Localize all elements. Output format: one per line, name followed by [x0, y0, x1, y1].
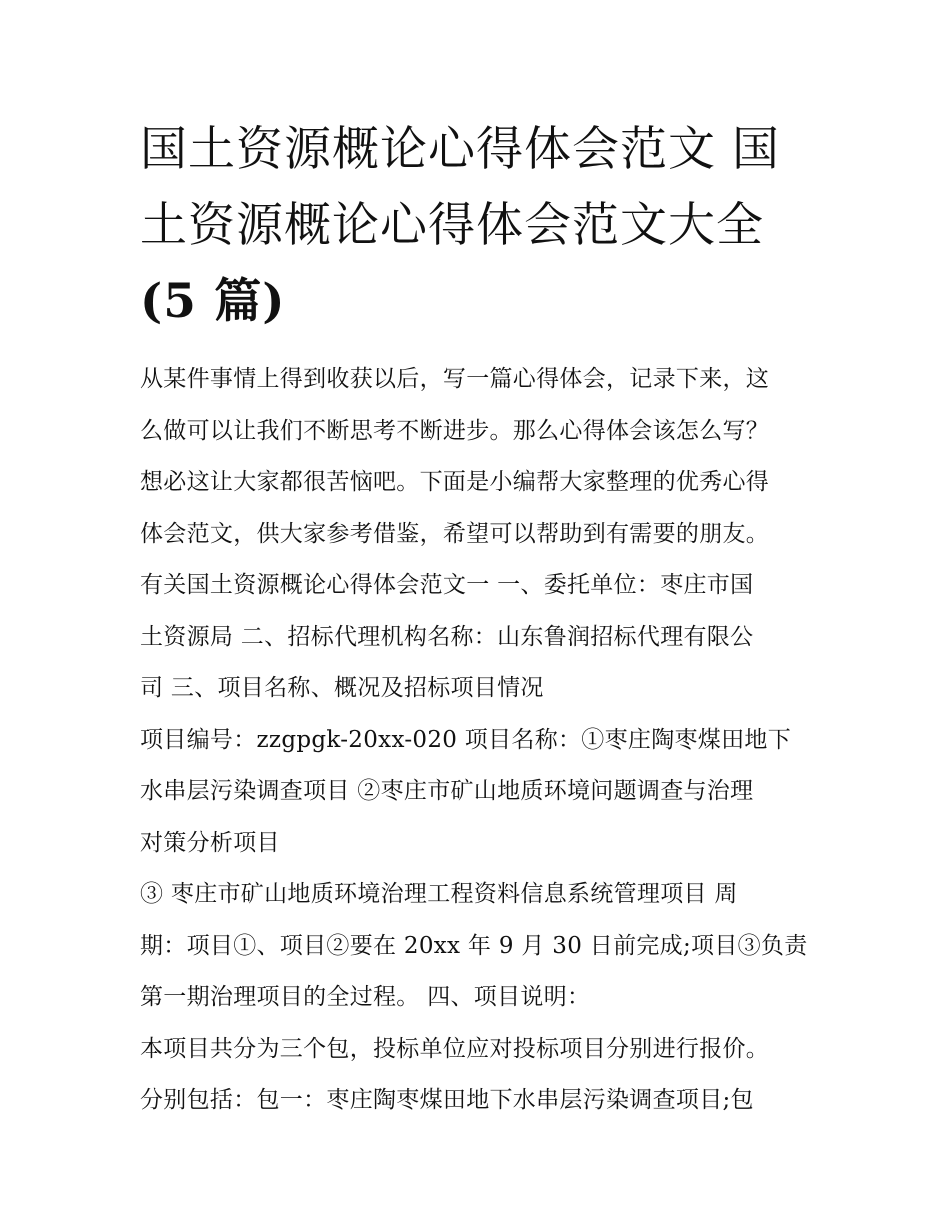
body-line: 对策分析项目	[140, 829, 280, 856]
body-line: 项目编号：zzgpgk-20xx-020 项目名称：①枣庄陶枣煤田地下	[140, 726, 791, 753]
document-title	[140, 112, 820, 340]
body-line: 第一期治理项目的全过程。 四、项目说明：	[140, 984, 591, 1010]
body-line: 司 三、项目名称、概况及招标项目情况	[140, 675, 544, 701]
body-line: 期：项目①、项目②要在 20xx 年 9 月 30 日前完成;项目③负责	[140, 932, 808, 959]
body-line: 从某件事情上得到收获以后，写一篇心得体会，记录下来，这	[140, 366, 770, 392]
body-line: 土资源局 二、招标代理机构名称：山东鲁润招标代理有限公	[140, 623, 754, 650]
body-line: 体会范文，供大家参考借鉴，希望可以帮助到有需要的朋友。	[140, 520, 770, 547]
title-line: 国土资源概论心得体会范文 国	[140, 122, 780, 177]
body-line: 水串层污染调查项目 ②枣庄市矿山地质环境问题调查与治理	[140, 778, 754, 804]
body-line: 么做可以让我们不断思考不断进步。那么心得体会该怎么写？	[140, 417, 770, 444]
body-line: ③ 枣庄市矿山地质环境治理工程资料信息系统管理项目 周	[140, 881, 738, 907]
title-line: 土资源概论心得体会范文大全	[140, 198, 764, 253]
document-body	[140, 354, 820, 1127]
body-line: 想必这让大家都很苦恼吧。下面是小编帮大家整理的优秀心得	[140, 469, 770, 495]
body-line: 分别包括：包一：枣庄陶枣煤田地下水串层污染调查项目;包	[140, 1087, 754, 1113]
body-line: 本项目共分为三个包，投标单位应对投标项目分别进行报价。	[140, 1035, 770, 1062]
body-line: 有关国土资源概论心得体会范文一 一、委托单位：枣庄市国	[140, 572, 754, 598]
title-line: (5 篇)	[140, 274, 286, 329]
